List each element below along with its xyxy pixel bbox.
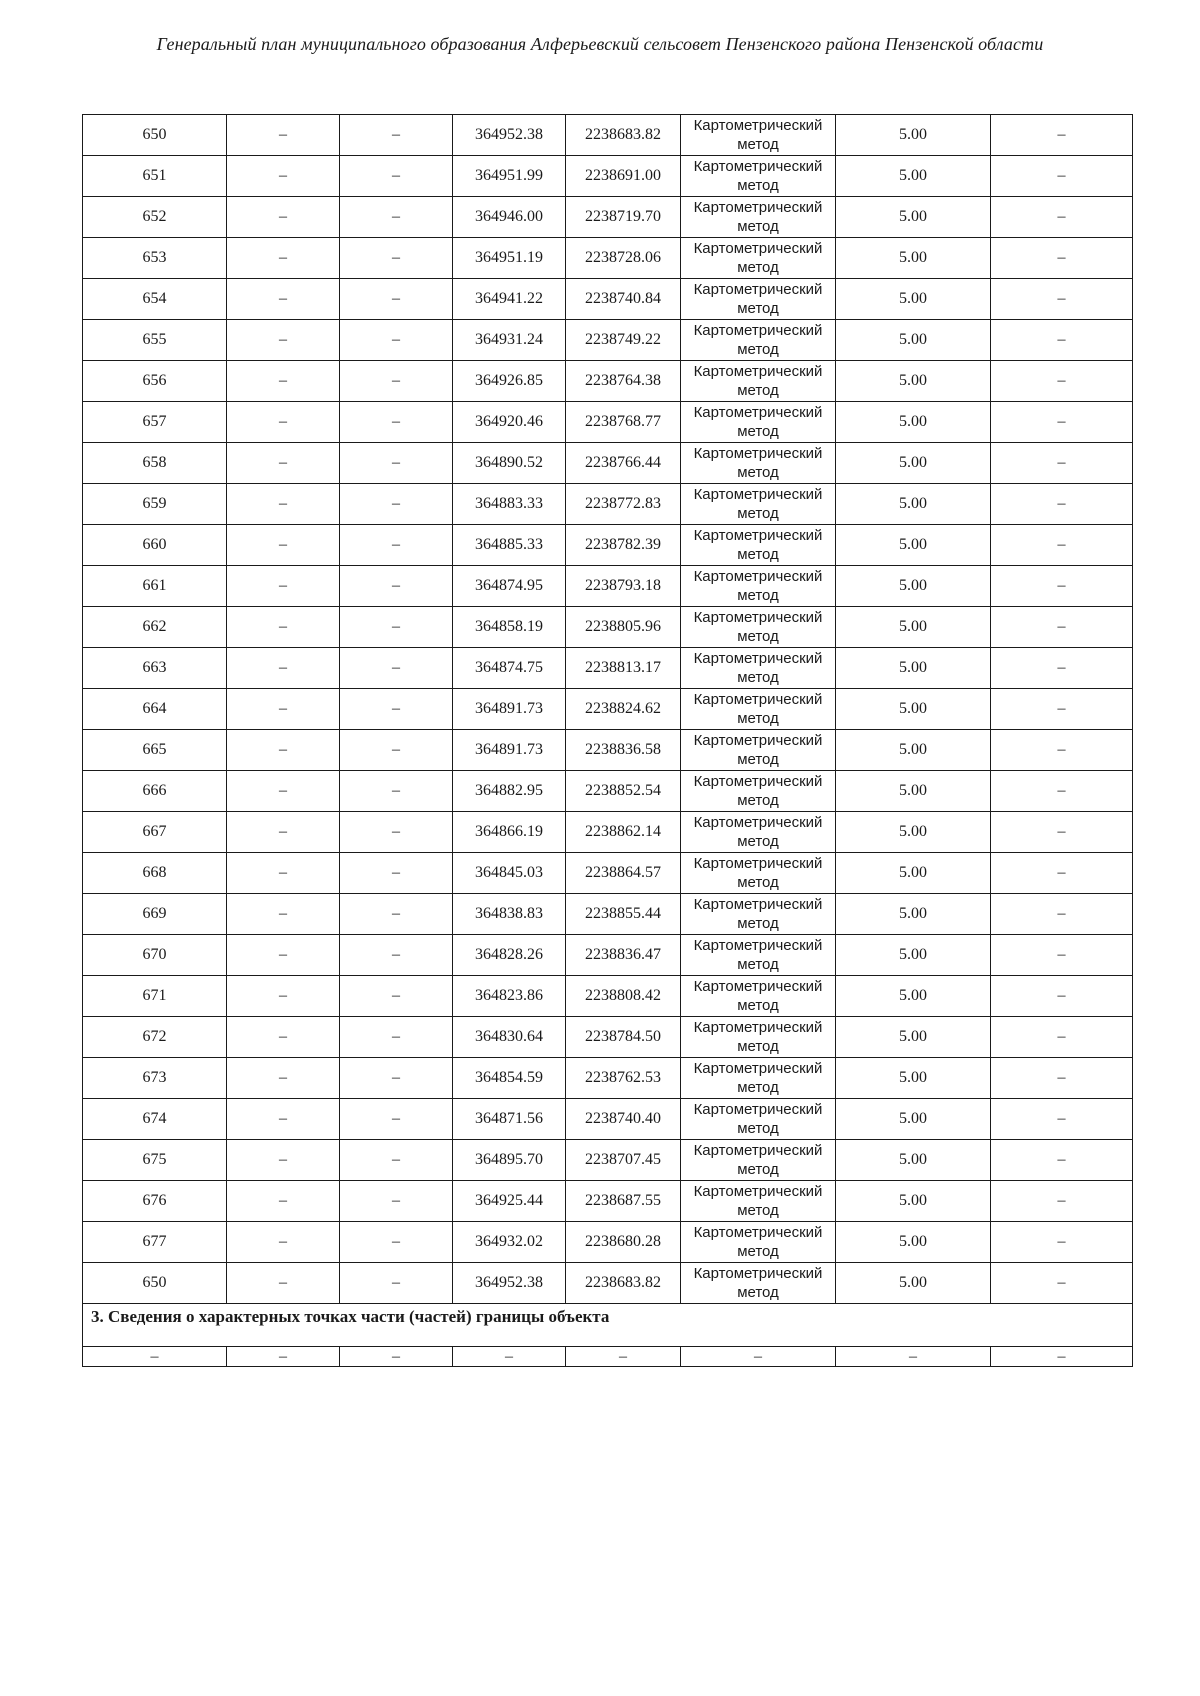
y-coordinate-cell: 2238813.17	[566, 648, 681, 689]
point-number-cell: 668	[83, 853, 227, 894]
y-coordinate-cell: 2238728.06	[566, 238, 681, 279]
x-coordinate-cell: 364951.19	[453, 238, 566, 279]
point-number-cell: 665	[83, 730, 227, 771]
method-cell: Картометрический метод	[681, 689, 836, 730]
description-cell: –	[991, 894, 1133, 935]
y-coordinate-cell: 2238836.47	[566, 935, 681, 976]
accuracy-cell: 5.00	[836, 320, 991, 361]
description-cell: –	[991, 853, 1133, 894]
description-cell: –	[991, 402, 1133, 443]
x-coordinate-cell: 364830.64	[453, 1017, 566, 1058]
point-number-cell: 650	[83, 115, 227, 156]
accuracy-cell: 5.00	[836, 853, 991, 894]
y-coordinate-cell: 2238740.40	[566, 1099, 681, 1140]
point-number-cell: 673	[83, 1058, 227, 1099]
method-cell: Картометрический метод	[681, 484, 836, 525]
x-coordinate-cell: 364845.03	[453, 853, 566, 894]
table-row	[83, 443, 1133, 484]
prev-y-cell: –	[340, 197, 453, 238]
description-cell: –	[991, 320, 1133, 361]
method-cell: Картометрический метод	[681, 771, 836, 812]
description-cell: –	[991, 1263, 1133, 1304]
section-3-title: 3. Сведения о характерных точках части (частей) границы объекта	[83, 1304, 1133, 1347]
y-coordinate-cell: 2238707.45	[566, 1140, 681, 1181]
y-coordinate-cell: 2238824.62	[566, 689, 681, 730]
description-cell: –	[991, 771, 1133, 812]
table-row	[83, 279, 1133, 320]
point-number-cell: 657	[83, 402, 227, 443]
prev-x-cell: –	[227, 443, 340, 484]
empty-cell: –	[227, 1347, 340, 1367]
method-cell: Картометрический метод	[681, 894, 836, 935]
prev-x-cell: –	[227, 361, 340, 402]
prev-x-cell: –	[227, 730, 340, 771]
accuracy-cell: 5.00	[836, 1140, 991, 1181]
x-coordinate-cell: 364952.38	[453, 1263, 566, 1304]
x-coordinate-cell: 364926.85	[453, 361, 566, 402]
x-coordinate-cell: 364838.83	[453, 894, 566, 935]
prev-x-cell: –	[227, 1017, 340, 1058]
description-cell: –	[991, 1099, 1133, 1140]
y-coordinate-cell: 2238836.58	[566, 730, 681, 771]
method-cell: Картометрический метод	[681, 566, 836, 607]
prev-x-cell: –	[227, 279, 340, 320]
x-coordinate-cell: 364925.44	[453, 1181, 566, 1222]
prev-x-cell: –	[227, 238, 340, 279]
y-coordinate-cell: 2238808.42	[566, 976, 681, 1017]
method-cell: Картометрический метод	[681, 1099, 836, 1140]
method-cell: Картометрический метод	[681, 156, 836, 197]
x-coordinate-cell: 364823.86	[453, 976, 566, 1017]
y-coordinate-cell: 2238772.83	[566, 484, 681, 525]
point-number-cell: 654	[83, 279, 227, 320]
y-coordinate-cell: 2238768.77	[566, 402, 681, 443]
x-coordinate-cell: 364890.52	[453, 443, 566, 484]
prev-x-cell: –	[227, 1263, 340, 1304]
description-cell: –	[991, 935, 1133, 976]
accuracy-cell: 5.00	[836, 976, 991, 1017]
description-cell: –	[991, 115, 1133, 156]
prev-x-cell: –	[227, 607, 340, 648]
table-row	[83, 197, 1133, 238]
prev-y-cell: –	[340, 1263, 453, 1304]
x-coordinate-cell: 364951.99	[453, 156, 566, 197]
table-row	[83, 771, 1133, 812]
section-3-heading-row	[83, 1304, 1133, 1347]
prev-x-cell: –	[227, 320, 340, 361]
table-row	[83, 853, 1133, 894]
method-cell: Картометрический метод	[681, 279, 836, 320]
table-row	[83, 976, 1133, 1017]
description-cell: –	[991, 156, 1133, 197]
y-coordinate-cell: 2238852.54	[566, 771, 681, 812]
x-coordinate-cell: 364871.56	[453, 1099, 566, 1140]
prev-x-cell: –	[227, 812, 340, 853]
method-cell: Картометрический метод	[681, 320, 836, 361]
accuracy-cell: 5.00	[836, 894, 991, 935]
x-coordinate-cell: 364895.70	[453, 1140, 566, 1181]
method-cell: Картометрический метод	[681, 730, 836, 771]
table-row	[83, 812, 1133, 853]
method-cell: Картометрический метод	[681, 935, 836, 976]
prev-y-cell: –	[340, 1017, 453, 1058]
method-cell: Картометрический метод	[681, 1058, 836, 1099]
description-cell: –	[991, 279, 1133, 320]
coordinates-table-body	[83, 115, 1133, 1367]
table-row	[83, 1140, 1133, 1181]
empty-cell: –	[681, 1347, 836, 1367]
accuracy-cell: 5.00	[836, 607, 991, 648]
method-cell: Картометрический метод	[681, 238, 836, 279]
point-number-cell: 653	[83, 238, 227, 279]
prev-y-cell: –	[340, 1058, 453, 1099]
prev-y-cell: –	[340, 853, 453, 894]
prev-y-cell: –	[340, 238, 453, 279]
prev-x-cell: –	[227, 1181, 340, 1222]
prev-y-cell: –	[340, 566, 453, 607]
prev-x-cell: –	[227, 156, 340, 197]
prev-x-cell: –	[227, 197, 340, 238]
x-coordinate-cell: 364920.46	[453, 402, 566, 443]
prev-y-cell: –	[340, 361, 453, 402]
accuracy-cell: 5.00	[836, 812, 991, 853]
table-row	[83, 320, 1133, 361]
prev-y-cell: –	[340, 648, 453, 689]
accuracy-cell: 5.00	[836, 1263, 991, 1304]
method-cell: Картометрический метод	[681, 648, 836, 689]
description-cell: –	[991, 648, 1133, 689]
method-cell: Картометрический метод	[681, 443, 836, 484]
table-row	[83, 894, 1133, 935]
y-coordinate-cell: 2238683.82	[566, 115, 681, 156]
table-row	[83, 607, 1133, 648]
prev-x-cell: –	[227, 648, 340, 689]
table-row	[83, 484, 1133, 525]
method-cell: Картометрический метод	[681, 607, 836, 648]
table-row	[83, 730, 1133, 771]
y-coordinate-cell: 2238762.53	[566, 1058, 681, 1099]
point-number-cell: 677	[83, 1222, 227, 1263]
method-cell: Картометрический метод	[681, 1222, 836, 1263]
accuracy-cell: 5.00	[836, 730, 991, 771]
point-number-cell: 650	[83, 1263, 227, 1304]
description-cell: –	[991, 607, 1133, 648]
description-cell: –	[991, 361, 1133, 402]
description-cell: –	[991, 484, 1133, 525]
description-cell: –	[991, 238, 1133, 279]
prev-x-cell: –	[227, 1140, 340, 1181]
empty-cell: –	[340, 1347, 453, 1367]
method-cell: Картометрический метод	[681, 525, 836, 566]
y-coordinate-cell: 2238805.96	[566, 607, 681, 648]
prev-x-cell: –	[227, 402, 340, 443]
x-coordinate-cell: 364854.59	[453, 1058, 566, 1099]
description-cell: –	[991, 976, 1133, 1017]
accuracy-cell: 5.00	[836, 648, 991, 689]
accuracy-cell: 5.00	[836, 1181, 991, 1222]
prev-y-cell: –	[340, 1181, 453, 1222]
description-cell: –	[991, 1058, 1133, 1099]
prev-y-cell: –	[340, 1099, 453, 1140]
description-cell: –	[991, 1017, 1133, 1058]
method-cell: Картометрический метод	[681, 361, 836, 402]
point-number-cell: 656	[83, 361, 227, 402]
prev-y-cell: –	[340, 689, 453, 730]
prev-x-cell: –	[227, 525, 340, 566]
point-number-cell: 662	[83, 607, 227, 648]
x-coordinate-cell: 364828.26	[453, 935, 566, 976]
prev-x-cell: –	[227, 771, 340, 812]
table-row	[83, 1181, 1133, 1222]
table-row	[83, 238, 1133, 279]
x-coordinate-cell: 364941.22	[453, 279, 566, 320]
point-number-cell: 670	[83, 935, 227, 976]
prev-y-cell: –	[340, 115, 453, 156]
prev-y-cell: –	[340, 484, 453, 525]
description-cell: –	[991, 812, 1133, 853]
point-number-cell: 676	[83, 1181, 227, 1222]
y-coordinate-cell: 2238766.44	[566, 443, 681, 484]
description-cell: –	[991, 443, 1133, 484]
point-number-cell: 672	[83, 1017, 227, 1058]
point-number-cell: 666	[83, 771, 227, 812]
x-coordinate-cell: 364866.19	[453, 812, 566, 853]
prev-y-cell: –	[340, 279, 453, 320]
empty-cell: –	[83, 1347, 227, 1367]
description-cell: –	[991, 1181, 1133, 1222]
description-cell: –	[991, 1140, 1133, 1181]
prev-x-cell: –	[227, 894, 340, 935]
prev-y-cell: –	[340, 156, 453, 197]
table-row	[83, 935, 1133, 976]
prev-x-cell: –	[227, 1058, 340, 1099]
table-row	[83, 1222, 1133, 1263]
method-cell: Картометрический метод	[681, 402, 836, 443]
description-cell: –	[991, 689, 1133, 730]
y-coordinate-cell: 2238749.22	[566, 320, 681, 361]
y-coordinate-cell: 2238782.39	[566, 525, 681, 566]
accuracy-cell: 5.00	[836, 238, 991, 279]
prev-x-cell: –	[227, 976, 340, 1017]
prev-y-cell: –	[340, 443, 453, 484]
prev-y-cell: –	[340, 320, 453, 361]
empty-cell: –	[991, 1347, 1133, 1367]
y-coordinate-cell: 2238680.28	[566, 1222, 681, 1263]
accuracy-cell: 5.00	[836, 197, 991, 238]
prev-y-cell: –	[340, 771, 453, 812]
y-coordinate-cell: 2238793.18	[566, 566, 681, 607]
accuracy-cell: 5.00	[836, 402, 991, 443]
x-coordinate-cell: 364883.33	[453, 484, 566, 525]
method-cell: Картометрический метод	[681, 1181, 836, 1222]
y-coordinate-cell: 2238719.70	[566, 197, 681, 238]
prev-y-cell: –	[340, 1140, 453, 1181]
table-row	[83, 115, 1133, 156]
empty-cell: –	[453, 1347, 566, 1367]
prev-y-cell: –	[340, 525, 453, 566]
accuracy-cell: 5.00	[836, 1058, 991, 1099]
point-number-cell: 671	[83, 976, 227, 1017]
method-cell: Картометрический метод	[681, 1140, 836, 1181]
x-coordinate-cell: 364946.00	[453, 197, 566, 238]
accuracy-cell: 5.00	[836, 935, 991, 976]
x-coordinate-cell: 364874.95	[453, 566, 566, 607]
table-row	[83, 689, 1133, 730]
coordinates-table	[82, 114, 1133, 1367]
accuracy-cell: 5.00	[836, 279, 991, 320]
prev-y-cell: –	[340, 607, 453, 648]
point-number-cell: 674	[83, 1099, 227, 1140]
table-row	[83, 402, 1133, 443]
method-cell: Картометрический метод	[681, 812, 836, 853]
point-number-cell: 651	[83, 156, 227, 197]
accuracy-cell: 5.00	[836, 1017, 991, 1058]
prev-x-cell: –	[227, 853, 340, 894]
table-row	[83, 525, 1133, 566]
x-coordinate-cell: 364882.95	[453, 771, 566, 812]
accuracy-cell: 5.00	[836, 771, 991, 812]
accuracy-cell: 5.00	[836, 484, 991, 525]
x-coordinate-cell: 364885.33	[453, 525, 566, 566]
method-cell: Картометрический метод	[681, 1017, 836, 1058]
x-coordinate-cell: 364932.02	[453, 1222, 566, 1263]
accuracy-cell: 5.00	[836, 689, 991, 730]
description-cell: –	[991, 1222, 1133, 1263]
empty-cell: –	[566, 1347, 681, 1367]
prev-y-cell: –	[340, 935, 453, 976]
accuracy-cell: 5.00	[836, 361, 991, 402]
method-cell: Картометрический метод	[681, 1263, 836, 1304]
table-row	[83, 156, 1133, 197]
x-coordinate-cell: 364891.73	[453, 689, 566, 730]
prev-y-cell: –	[340, 976, 453, 1017]
accuracy-cell: 5.00	[836, 1222, 991, 1263]
prev-y-cell: –	[340, 894, 453, 935]
method-cell: Картометрический метод	[681, 976, 836, 1017]
y-coordinate-cell: 2238683.82	[566, 1263, 681, 1304]
prev-x-cell: –	[227, 1222, 340, 1263]
description-cell: –	[991, 525, 1133, 566]
empty-cell: –	[836, 1347, 991, 1367]
point-number-cell: 675	[83, 1140, 227, 1181]
accuracy-cell: 5.00	[836, 115, 991, 156]
y-coordinate-cell: 2238740.84	[566, 279, 681, 320]
page-header-title: Генеральный план муниципального образования Алферьевский сельсовет Пензенского района Пензенской области	[156, 34, 1044, 54]
method-cell: Картометрический метод	[681, 115, 836, 156]
x-coordinate-cell: 364874.75	[453, 648, 566, 689]
x-coordinate-cell: 364931.24	[453, 320, 566, 361]
accuracy-cell: 5.00	[836, 1099, 991, 1140]
prev-x-cell: –	[227, 1099, 340, 1140]
accuracy-cell: 5.00	[836, 156, 991, 197]
x-coordinate-cell: 364952.38	[453, 115, 566, 156]
prev-x-cell: –	[227, 566, 340, 607]
prev-x-cell: –	[227, 484, 340, 525]
table-row	[83, 1058, 1133, 1099]
table-row	[83, 1017, 1133, 1058]
y-coordinate-cell: 2238864.57	[566, 853, 681, 894]
table-row	[83, 1099, 1133, 1140]
section-3-empty-row	[83, 1347, 1133, 1367]
point-number-cell: 660	[83, 525, 227, 566]
y-coordinate-cell: 2238764.38	[566, 361, 681, 402]
prev-x-cell: –	[227, 115, 340, 156]
method-cell: Картометрический метод	[681, 853, 836, 894]
y-coordinate-cell: 2238687.55	[566, 1181, 681, 1222]
table-row	[83, 361, 1133, 402]
point-number-cell: 659	[83, 484, 227, 525]
point-number-cell: 661	[83, 566, 227, 607]
description-cell: –	[991, 566, 1133, 607]
point-number-cell: 663	[83, 648, 227, 689]
prev-x-cell: –	[227, 935, 340, 976]
point-number-cell: 652	[83, 197, 227, 238]
point-number-cell: 667	[83, 812, 227, 853]
x-coordinate-cell: 364891.73	[453, 730, 566, 771]
y-coordinate-cell: 2238784.50	[566, 1017, 681, 1058]
point-number-cell: 658	[83, 443, 227, 484]
method-cell: Картометрический метод	[681, 197, 836, 238]
description-cell: –	[991, 730, 1133, 771]
prev-y-cell: –	[340, 402, 453, 443]
accuracy-cell: 5.00	[836, 566, 991, 607]
prev-y-cell: –	[340, 730, 453, 771]
point-number-cell: 655	[83, 320, 227, 361]
prev-y-cell: –	[340, 1222, 453, 1263]
description-cell: –	[991, 197, 1133, 238]
prev-y-cell: –	[340, 812, 453, 853]
y-coordinate-cell: 2238855.44	[566, 894, 681, 935]
table-row	[83, 1263, 1133, 1304]
prev-x-cell: –	[227, 689, 340, 730]
y-coordinate-cell: 2238691.00	[566, 156, 681, 197]
point-number-cell: 664	[83, 689, 227, 730]
accuracy-cell: 5.00	[836, 525, 991, 566]
table-row	[83, 648, 1133, 689]
x-coordinate-cell: 364858.19	[453, 607, 566, 648]
table-row	[83, 566, 1133, 607]
accuracy-cell: 5.00	[836, 443, 991, 484]
y-coordinate-cell: 2238862.14	[566, 812, 681, 853]
point-number-cell: 669	[83, 894, 227, 935]
